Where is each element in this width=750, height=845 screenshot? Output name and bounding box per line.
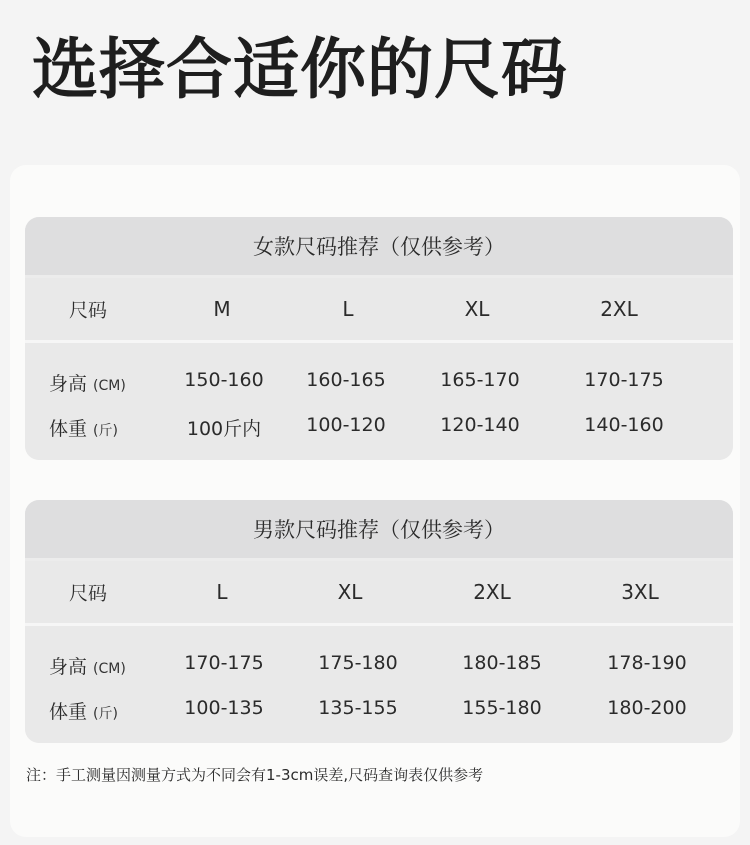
women-body-rows	[25, 343, 733, 460]
women-weight-m: 100斤内	[186, 418, 262, 440]
women-weight-unit: (斤)	[93, 423, 118, 439]
men-weight-l: 100-135	[184, 697, 264, 719]
men-size-3xl: 3XL	[621, 580, 659, 604]
women-size-l: L	[342, 297, 354, 321]
women-size-xl: XL	[464, 297, 490, 321]
women-size-label: 尺码	[69, 299, 108, 322]
men-header-row	[25, 561, 733, 623]
men-weight-xl: 135-155	[318, 697, 398, 719]
men-weight-2xl: 155-180	[462, 697, 542, 719]
women-height-label: 身高 (CM)	[49, 373, 126, 395]
men-body-rows	[25, 626, 733, 743]
women-weight-2xl: 140-160	[584, 414, 664, 436]
men-weight-3xl: 180-200	[607, 697, 687, 719]
women-size-2xl: 2XL	[600, 297, 638, 321]
women-size-m: M	[213, 297, 231, 321]
page-title: 选择合适你的尺码	[32, 31, 568, 108]
women-table-title: 女款尺码推荐（仅供参考）	[25, 217, 733, 275]
women-height-unit: (CM)	[93, 378, 126, 394]
men-height-3xl: 178-190	[607, 652, 687, 674]
men-height-xl: 175-180	[318, 652, 398, 674]
women-height-xl: 165-170	[440, 369, 520, 391]
men-height-2xl: 180-185	[462, 652, 542, 674]
men-size-xl: XL	[337, 580, 363, 604]
women-height-l: 160-165	[306, 369, 386, 391]
men-weight-unit: (斤)	[93, 706, 118, 722]
footnote: 注：手工测量因测量方式为不同会有1-3cm误差,尺码查询表仅供参考	[26, 766, 484, 784]
men-size-2xl: 2XL	[473, 580, 511, 604]
women-height-2xl: 170-175	[584, 369, 664, 391]
men-size-l: L	[216, 580, 228, 604]
women-weight-l: 100-120	[306, 414, 386, 436]
men-height-l: 170-175	[184, 652, 264, 674]
men-height-unit: (CM)	[93, 661, 126, 677]
men-size-table	[25, 500, 733, 743]
men-height-label: 身高 (CM)	[49, 656, 126, 678]
men-weight-label: 体重 (斤)	[49, 701, 118, 723]
men-size-label: 尺码	[69, 582, 108, 605]
women-size-table	[25, 217, 733, 460]
women-header-row	[25, 278, 733, 340]
women-weight-label: 体重 (斤)	[49, 418, 118, 440]
men-table-title: 男款尺码推荐（仅供参考）	[25, 500, 733, 558]
women-height-m: 150-160	[184, 369, 264, 391]
women-weight-xl: 120-140	[440, 414, 520, 436]
